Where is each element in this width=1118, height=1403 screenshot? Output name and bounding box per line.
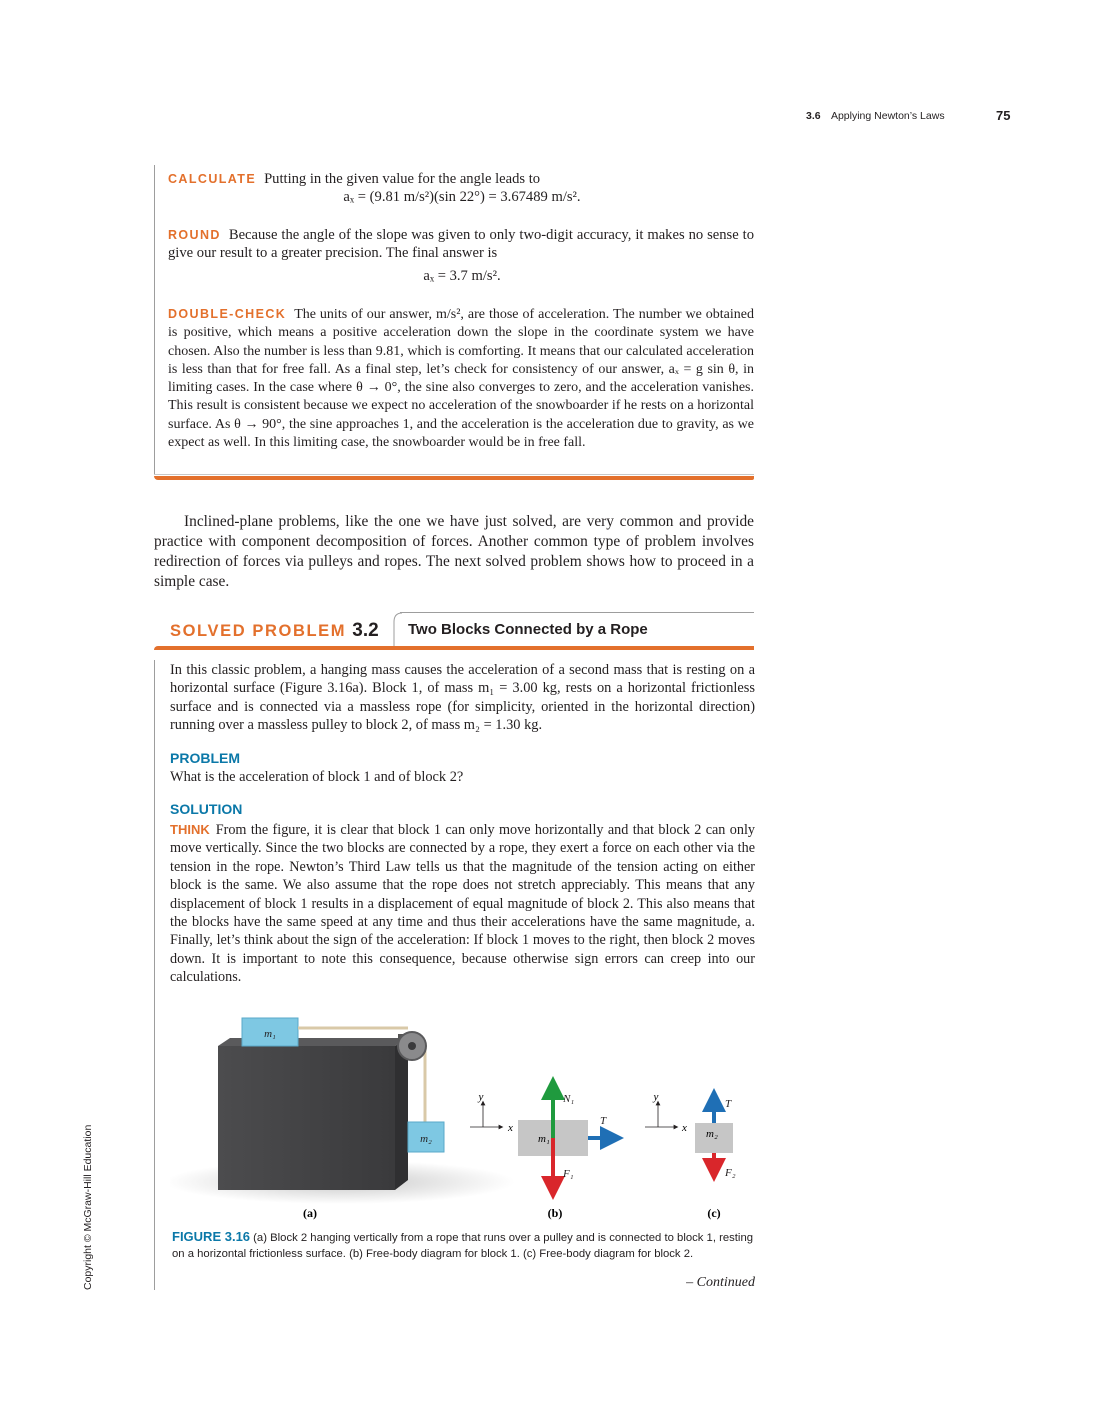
panel-b-label: (b) <box>547 1206 563 1220</box>
solution-heading: SOLUTION <box>170 801 243 817</box>
doublecheck-text: The units of our answer, m/s², are those of acceleration. The number we obtained is positive, which means a positive acceleration down the slope in the coordinate system we have chosen. Also the number is less than 9.81, which is comforting. It means that our calculated acceleration is less than that for free fall. As a final step, let’s check for consistency of our answer, aₓ = g sin θ, in limiting cases. In the case where θ → 0°, the sine also converges to zero, and the acceleration vanishes. This result is consistent because we expect no acceleration of the snowboarder if he rests on a horizontal surface. As θ → 90°, the sine approaches 1, and the acceleration is the acceleration due to gravity, as we expect as well. In this limiting case, the snowboarder would be in free fall. <box>168 307 754 451</box>
panel-c-label: (c) <box>707 1206 721 1220</box>
solved-problem-rule <box>154 646 754 650</box>
problem-heading: PROBLEM <box>170 750 240 766</box>
table-front <box>218 1046 395 1190</box>
intro-paragraph: Inclined-plane problems, like the one we have just solved, are very common and provide practice with component decomposition of forces. Another common type of problem involves redirection of forces via pulleys and ropes. The next solved problem shows how to proceed in a simple case. <box>154 513 754 590</box>
figure-caption-label: FIGURE 3.16 <box>172 1229 251 1244</box>
solved-problem-title: Two Blocks Connected by a Rope <box>408 621 648 638</box>
doublecheck-label: DOUBLE-CHECK <box>168 307 287 321</box>
figure-3-16 <box>170 1010 760 1225</box>
doublecheck-paragraph <box>168 305 754 452</box>
panel-c <box>645 1091 736 1179</box>
calculate-label: CALCULATE <box>168 172 257 186</box>
page-number: 75 <box>996 108 1011 123</box>
problem-text: What is the acceleration of block 1 and of block 2? <box>170 769 464 785</box>
example-box-bottom-rule <box>154 476 754 480</box>
solved-problem-label <box>170 620 379 642</box>
solved-problem-left-rule <box>154 660 155 1290</box>
panel-a-label: (a) <box>303 1206 317 1220</box>
calculate-equation: aₓ = (9.81 m/s²)(sin 22°) = 3.67489 m/s². <box>343 189 581 205</box>
section-title: Applying Newton’s Laws <box>830 110 945 122</box>
problem-statement: In this classic problem, a hanging mass causes the acceleration of a second mass that is resting on a horizontal surface (Figure 3.16a). Block 1, of mass m₁ = 3.00 kg, rests on a horizontal frictionless surface and is connected via a massless rope (for simplicity, oriented in the horizontal direction) running over a massless pulley to block 2, of mass m₂ = 1.30 kg. <box>170 662 755 734</box>
force-T-label-b: T <box>600 1115 607 1127</box>
round-paragraph <box>168 226 754 263</box>
solved-problem-number: 3.2 <box>352 620 379 641</box>
force-F1-label: F₁ <box>563 1168 574 1180</box>
fbd-m1-label: m₁ <box>538 1133 550 1145</box>
pulley-axle <box>408 1042 416 1050</box>
force-T-label-c: T <box>725 1098 732 1110</box>
solved-problem-label-text: SOLVED PROBLEM <box>170 622 347 640</box>
continued-note: – Continued <box>686 1275 755 1290</box>
think-text: From the figure, it is clear that block 1 can only move horizontally and that block 2 can only move vertically. Since the two blocks are connected by a rope, they exert a force on each other via the tension in the rope. Newton’s Third Law tells us that the magnitude of the tension acting on either block is the same. We also assume that the rope does not stretch appreciably. This means that any displacement of block 1 results in a displacement of equal magnitude of block 2. This also means that the blocks have the same speed at any time and thus their accelerations have the same magnitude, a. Finally, let’s think about the sign of the acceleration: If block 1 moves to the right, then block 2 moves down. It is important to note this consequence, because otherwise sign errors can creep into our calculations. <box>170 822 755 986</box>
calculate-text: Putting in the given value for the angle leads to <box>264 171 541 187</box>
think-paragraph <box>170 821 755 987</box>
axis-y-c-label: y <box>653 1091 659 1103</box>
example-box-left-rule <box>154 165 155 474</box>
section-number: 3.6 <box>806 110 821 122</box>
block-m2-label: m₂ <box>420 1133 432 1145</box>
fbd-m2-label: m₂ <box>706 1128 718 1140</box>
calculate-paragraph <box>168 170 756 188</box>
axis-x-b-label: x <box>508 1122 513 1134</box>
solved-problem-header-slant <box>392 612 404 648</box>
solved-problem-top-rule <box>400 612 754 613</box>
running-head <box>806 110 945 122</box>
round-text: Because the angle of the slope was given to only two-digit accuracy, it makes no sense to give our result to a greater precision. The final answer is <box>168 227 754 262</box>
figure-caption-text: (a) Block 2 hanging vertically from a rope that runs over a pulley and is connected to block 1, resting on a horizontal frictionless surface. (b) Free-body diagram for block 1. (c) Free-body diagram for block 2. <box>172 1232 754 1260</box>
example-box-bottom-line <box>154 474 754 475</box>
copyright-notice: Copyright © McGraw-Hill Education <box>82 1124 94 1290</box>
force-F2-label: F₂ <box>725 1167 736 1179</box>
think-label: THINK <box>170 822 210 837</box>
round-equation: aₓ = 3.7 m/s². <box>423 268 501 284</box>
block-m1-label: m₁ <box>264 1028 276 1040</box>
force-N1-label: N₁ <box>563 1093 575 1105</box>
figure-caption <box>172 1229 762 1262</box>
round-label: ROUND <box>168 228 221 242</box>
axis-y-b-label: y <box>478 1091 484 1103</box>
axis-x-c-label: x <box>682 1122 687 1134</box>
panel-a <box>170 1018 515 1204</box>
